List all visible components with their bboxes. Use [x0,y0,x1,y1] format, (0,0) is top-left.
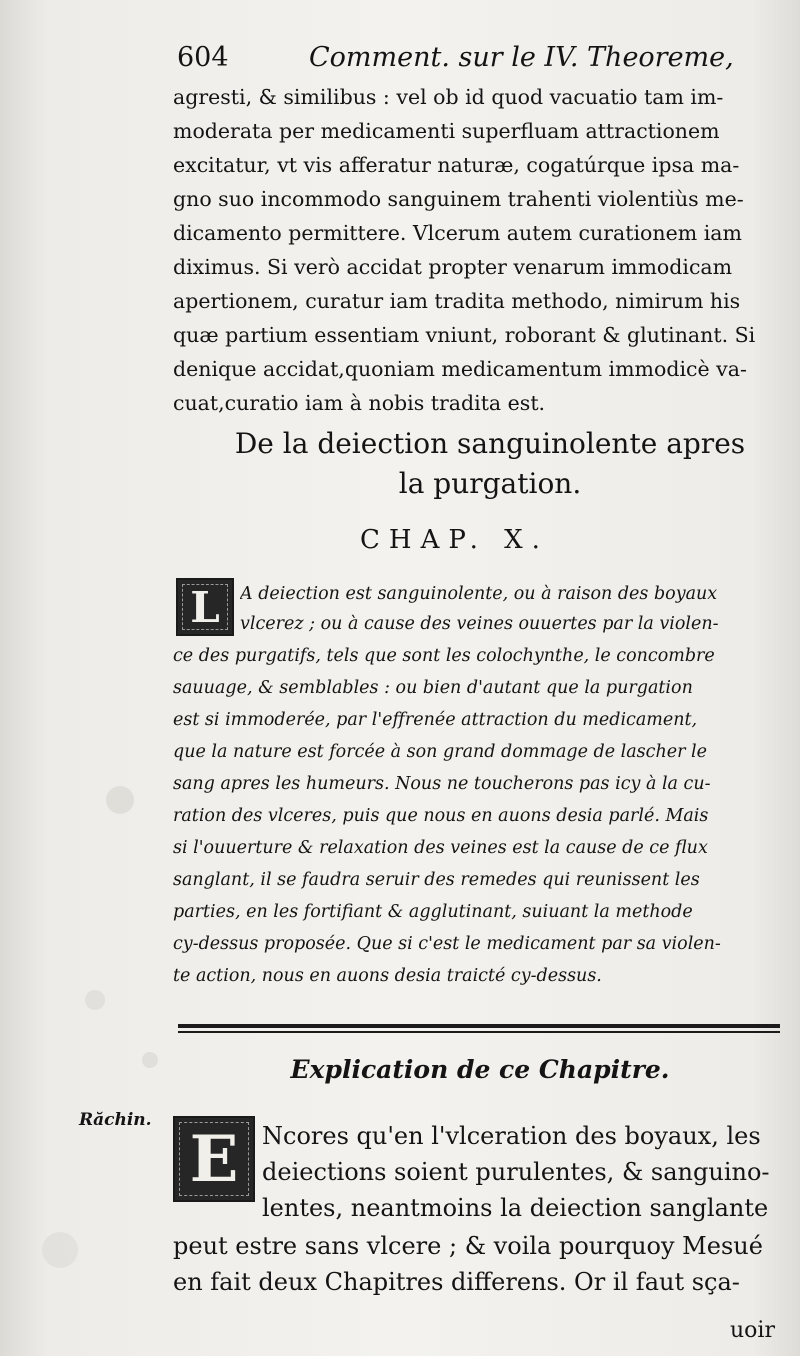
section-heading-line-1: De la deiection sanguinolente apres [234,427,746,460]
running-head [173,42,781,82]
latin-line: agresti, & similibus : vel ob id quod vacuatio tam im- [173,85,724,109]
latin-line: moderata per medicamenti superfluam attractionem [173,119,720,143]
initial-letter: E [189,1121,239,1197]
french-line: est si immoderée, par l'effrenée attraction du medicament, [173,710,698,730]
explication-line: lentes, neantmoins la deiection sanglante [262,1194,769,1222]
french-line: que la nature est forcée à son grand dommage de lascher le [173,742,707,762]
page-number: 604 [177,42,229,73]
latin-line: excitatur, vt vis afferatur naturæ, cogatúrque ipsa ma- [173,153,740,177]
section-heading-line-2: la purgation. [398,467,582,500]
section-rule [178,1024,780,1028]
latin-line: dicamento permittere. Vlcerum autem curationem iam [173,221,742,245]
french-line: ration des vlceres, puis que nous en auons desia parlé. Mais [173,806,709,826]
latin-line: diximus. Si verò accidat propter venarum immodicam [173,255,733,279]
latin-line: quæ partium essentiam vniunt, roborant & glutinant. Si [173,323,756,347]
french-line: A deiection est sanguinolente, ou à raison des boyaux [240,584,718,604]
french-line: vlcerez ; ou à cause des veines ouuertes par la violen- [240,614,719,634]
margin-note: Răchin. [79,1110,152,1130]
chapter-label: CHAP. X. [360,525,549,555]
explication-line: peut estre sans vlcere ; & voila pourquoy Mesué [173,1232,763,1260]
french-line: cy-dessus proposée. Que si c'est le medicament par sa violen- [173,934,721,954]
latin-line: gno suo incommodo sanguinem trahenti violentiùs me- [173,187,744,211]
initial-letter: L [190,582,220,632]
french-line: sauuage, & semblables : ou bien d'autant que la purgation [173,678,693,698]
latin-line: cuat,curatio iam à nobis tradita est. [173,391,546,415]
running-title: Comment. sur le IV. Theoreme, [309,42,734,73]
latin-line: apertionem, curatur iam tradita methodo, nimirum his [173,289,741,313]
decorated-initial-e [173,1116,255,1202]
explication-line: en fait deux Chapitres differens. Or il faut sça- [173,1268,740,1296]
french-line: te action, nous en auons desia traicté cy-dessus. [173,966,602,986]
decorated-initial-l [176,578,234,636]
french-line: si l'ouuerture & relaxation des veines est la cause de ce flux [173,838,708,858]
explication-line: deiections soient purulentes, & sanguino- [262,1158,770,1186]
french-line: sang apres les humeurs. Nous ne toucherons pas icy à la cu- [173,774,711,794]
french-line: parties, en les fortifiant & agglutinant, suiuant la methode [173,902,693,922]
latin-line: denique accidat,quoniam medicamentum immodicè va- [173,357,747,381]
french-line: sanglant, il se faudra seruir des remedes qui reunissent les [173,870,700,890]
french-line: ce des purgatifs, tels que sont les colochynthe, le concombre [173,646,715,666]
explication-heading: Explication de ce Chapitre. [290,1055,670,1084]
catchword: uoir [730,1318,775,1343]
explication-line: Ncores qu'en l'vlceration des boyaux, les [262,1122,761,1150]
section-rule-thin [178,1031,780,1033]
